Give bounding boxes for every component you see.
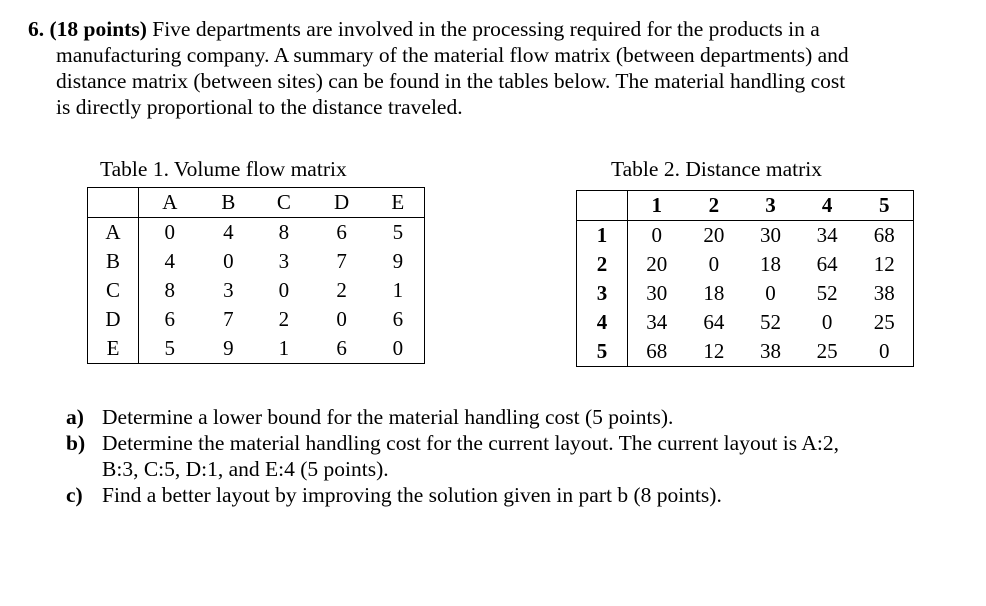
table-cell: 0 [821, 310, 833, 334]
part-b-text-1: Determine the material handling cost for the current layout. The current layout is A:2, [102, 431, 839, 455]
table1-caption: Table 1. Volume flow matrix [100, 157, 347, 181]
table-cell: 4 [164, 249, 176, 273]
table-cell: 20 [703, 223, 725, 247]
table-cell: 64 [816, 252, 838, 276]
question-points: (18 points) [49, 17, 147, 41]
column-header: 2 [686, 191, 743, 221]
volume-flow-table [87, 187, 425, 364]
table-cell: 4 [223, 220, 234, 244]
table-row [88, 305, 425, 334]
question-block [28, 16, 958, 120]
table-cell: 5 [164, 336, 176, 360]
table-cell: 52 [816, 281, 838, 305]
question-line-1 [28, 16, 958, 42]
row-header: 2 [577, 250, 628, 279]
column-header: E [372, 188, 425, 218]
table-cell: 12 [703, 339, 725, 363]
sub-questions [66, 404, 956, 508]
table-row [577, 337, 914, 367]
part-b-text-2: B:3, C:5, D:1, and E:4 (5 points). [102, 457, 389, 481]
part-b [66, 430, 956, 482]
table-row [88, 247, 425, 276]
column-header: C [256, 188, 312, 218]
table-cell: 0 [392, 336, 404, 360]
question-line-2: manufacturing company. A summary of the material flow matrix (between departments) and [56, 43, 849, 67]
table-cell: 0 [164, 220, 176, 244]
table-header-row [88, 188, 425, 218]
table-cell: 3 [223, 278, 234, 302]
table-cell: 6 [336, 336, 347, 360]
column-header: 5 [855, 191, 913, 221]
table-cell: 2 [336, 278, 347, 302]
row-header: B [88, 247, 139, 276]
table-cell: 5 [392, 220, 404, 244]
column-header: 1 [628, 191, 686, 221]
row-header: 4 [577, 308, 628, 337]
table-row [88, 276, 425, 305]
table-cell: 30 [646, 281, 668, 305]
table-cell: 0 [878, 339, 890, 363]
table-corner [88, 188, 139, 218]
table2-caption: Table 2. Distance matrix [611, 157, 823, 181]
table-row [88, 218, 425, 248]
table-cell: 6 [164, 307, 176, 331]
table-cell: 7 [336, 249, 347, 273]
question-line-3: distance matrix (between sites) can be found in the tables below. The material handling cost [56, 69, 846, 93]
table-cell: 2 [278, 307, 290, 331]
part-a-label: a) [66, 405, 84, 429]
question-text-1: Five departments are involved in the processing required for the products in a [152, 17, 820, 41]
part-c-label: c) [66, 483, 83, 507]
table-header-row [577, 191, 914, 221]
table-cell: 25 [873, 310, 895, 334]
part-c-text: Find a better layout by improving the solution given in part b (8 points). [102, 483, 722, 507]
table-cell: 68 [873, 223, 895, 247]
table-cell: 38 [759, 339, 781, 363]
table-cell: 6 [336, 220, 347, 244]
table-cell: 9 [392, 249, 404, 273]
table-row [577, 250, 914, 279]
table-row [577, 279, 914, 308]
table-cell: 8 [164, 278, 176, 302]
table-cell: 34 [646, 310, 668, 334]
table-cell: 8 [278, 220, 290, 244]
distance-table [576, 190, 914, 367]
table-row [88, 334, 425, 364]
table-cell: 52 [759, 310, 781, 334]
table-cell: 1 [392, 278, 404, 302]
table-row [577, 221, 914, 251]
column-header: 3 [742, 191, 799, 221]
column-header: B [201, 188, 257, 218]
table-corner [577, 191, 628, 221]
table-cell: 3 [278, 249, 290, 273]
row-header: 5 [577, 337, 628, 367]
column-header: 4 [799, 191, 856, 221]
table-cell: 6 [392, 307, 404, 331]
table-cell: 9 [223, 336, 234, 360]
table-cell: 0 [708, 252, 720, 276]
row-header: E [88, 334, 139, 364]
table-cell: 0 [278, 278, 290, 302]
row-header: D [88, 305, 139, 334]
row-header: 1 [577, 221, 628, 251]
table-cell: 12 [873, 252, 895, 276]
row-header: C [88, 276, 139, 305]
part-c [66, 482, 956, 508]
table-cell: 25 [816, 339, 838, 363]
part-a [66, 404, 956, 430]
table-cell: 38 [873, 281, 895, 305]
table-cell: 0 [651, 223, 662, 247]
question-line-4: is directly proportional to the distance traveled. [56, 95, 463, 119]
part-b-label: b) [66, 431, 86, 455]
table-cell: 0 [765, 281, 776, 305]
table-cell: 18 [759, 252, 781, 276]
part-a-text: Determine a lower bound for the material handling cost (5 points). [102, 405, 674, 429]
column-header: D [312, 188, 372, 218]
table-cell: 20 [646, 252, 668, 276]
table-cell: 18 [703, 281, 725, 305]
table-cell: 0 [336, 307, 347, 331]
question-number: 6. [28, 17, 45, 41]
table-row [577, 308, 914, 337]
column-header: A [139, 188, 201, 218]
table-cell: 68 [646, 339, 668, 363]
table-cell: 0 [223, 249, 234, 273]
table-cell: 7 [223, 307, 234, 331]
row-header: 3 [577, 279, 628, 308]
table-cell: 64 [703, 310, 725, 334]
row-header: A [88, 218, 139, 248]
table-cell: 34 [816, 223, 838, 247]
table-cell: 30 [759, 223, 781, 247]
table-cell: 1 [278, 336, 290, 360]
